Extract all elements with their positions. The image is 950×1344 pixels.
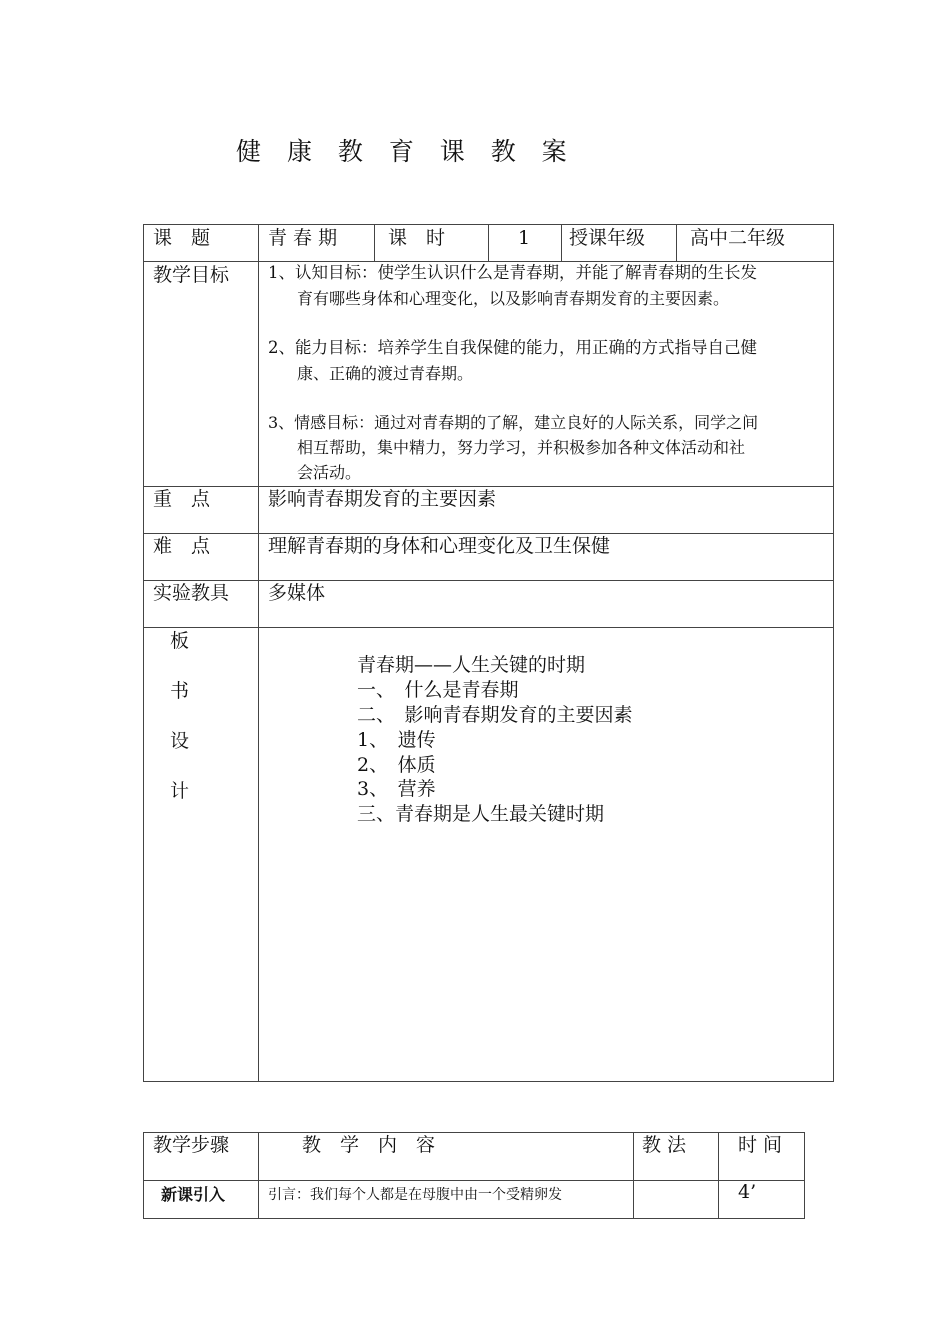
document-title: 健 康 教 育 课 教 案 (236, 137, 576, 166)
objective-ability-line: 2、能力目标：培养学生自我保健的能力，用正确的方式指导自己健 (268, 338, 757, 357)
objectives-label: 教学目标 (153, 264, 230, 286)
board-line: 3、 营养 (357, 778, 436, 800)
grade-label: 授课年级 (569, 227, 646, 249)
row-divider (143, 1180, 805, 1181)
row-divider (143, 486, 834, 487)
grade-value: 高中二年级 (690, 227, 786, 249)
board-line: 2、 体质 (357, 754, 436, 776)
column-divider (633, 1132, 634, 1219)
steps-header-method: 教 法 (642, 1134, 687, 1156)
board-line: 三、青春期是人生最关键时期 (357, 803, 605, 825)
board-line: 一、 什么是青春期 (357, 679, 519, 701)
period-value: 1 (518, 227, 531, 249)
row-divider (143, 261, 834, 262)
steps-header-time: 时 间 (738, 1134, 783, 1156)
step-content: 引言：我们每个人都是在母腹中由一个受精卵发 (268, 1187, 562, 1203)
topic-value: 青 春 期 (268, 227, 338, 249)
board-design-label-char: 书 (170, 680, 190, 702)
row-divider (143, 533, 834, 534)
column-divider (488, 224, 489, 261)
board-line: 青春期——人生关键的时期 (357, 654, 586, 676)
column-divider (676, 224, 677, 261)
board-design-label-char: 板 (170, 630, 190, 652)
board-design-label-char: 设 (170, 730, 190, 752)
step-name: 新课引入 (161, 1185, 226, 1204)
key-point-label: 重 点 (153, 488, 211, 510)
key-point-value: 影响青春期发育的主要因素 (268, 488, 497, 510)
column-divider (561, 224, 562, 261)
column-divider (258, 1132, 259, 1219)
steps-header-content: 教 学 内 容 (302, 1134, 436, 1156)
equipment-value: 多媒体 (268, 582, 326, 604)
board-design-label-char: 计 (170, 780, 190, 802)
row-divider (143, 627, 834, 628)
objective-ability-line: 康、正确的渡过青春期。 (297, 364, 474, 383)
period-label: 课 时 (388, 227, 446, 249)
objective-cognitive-line: 1、认知目标：使学生认识什么是青春期，并能了解青春期的生长发 (268, 263, 757, 282)
equipment-label: 实验教具 (153, 582, 230, 604)
board-line: 二、 影响青春期发育的主要因素 (357, 704, 633, 726)
step-time: 4’ (738, 1181, 757, 1203)
objective-emotion-line: 3、情感目标：通过对青春期的了解，建立良好的人际关系，同学之间 (268, 413, 759, 432)
objective-cognitive-line: 育有哪些身体和心理变化，以及影响青春期发育的主要因素。 (297, 289, 730, 308)
column-divider (374, 224, 375, 261)
objective-emotion-line: 会活动。 (297, 463, 362, 482)
difficulty-value: 理解青春期的身体和心理变化及卫生保健 (268, 535, 611, 557)
row-divider (143, 580, 834, 581)
column-divider (718, 1132, 719, 1219)
board-line: 1、 遗传 (357, 729, 436, 751)
teaching-steps-table (143, 1132, 805, 1219)
difficulty-label: 难 点 (153, 535, 211, 557)
topic-label: 课 题 (153, 227, 211, 249)
steps-header-step: 教学步骤 (153, 1134, 230, 1156)
objective-emotion-line: 相互帮助，集中精力，努力学习，并积极参加各种文体活动和社 (297, 438, 746, 457)
column-divider (258, 224, 259, 1082)
